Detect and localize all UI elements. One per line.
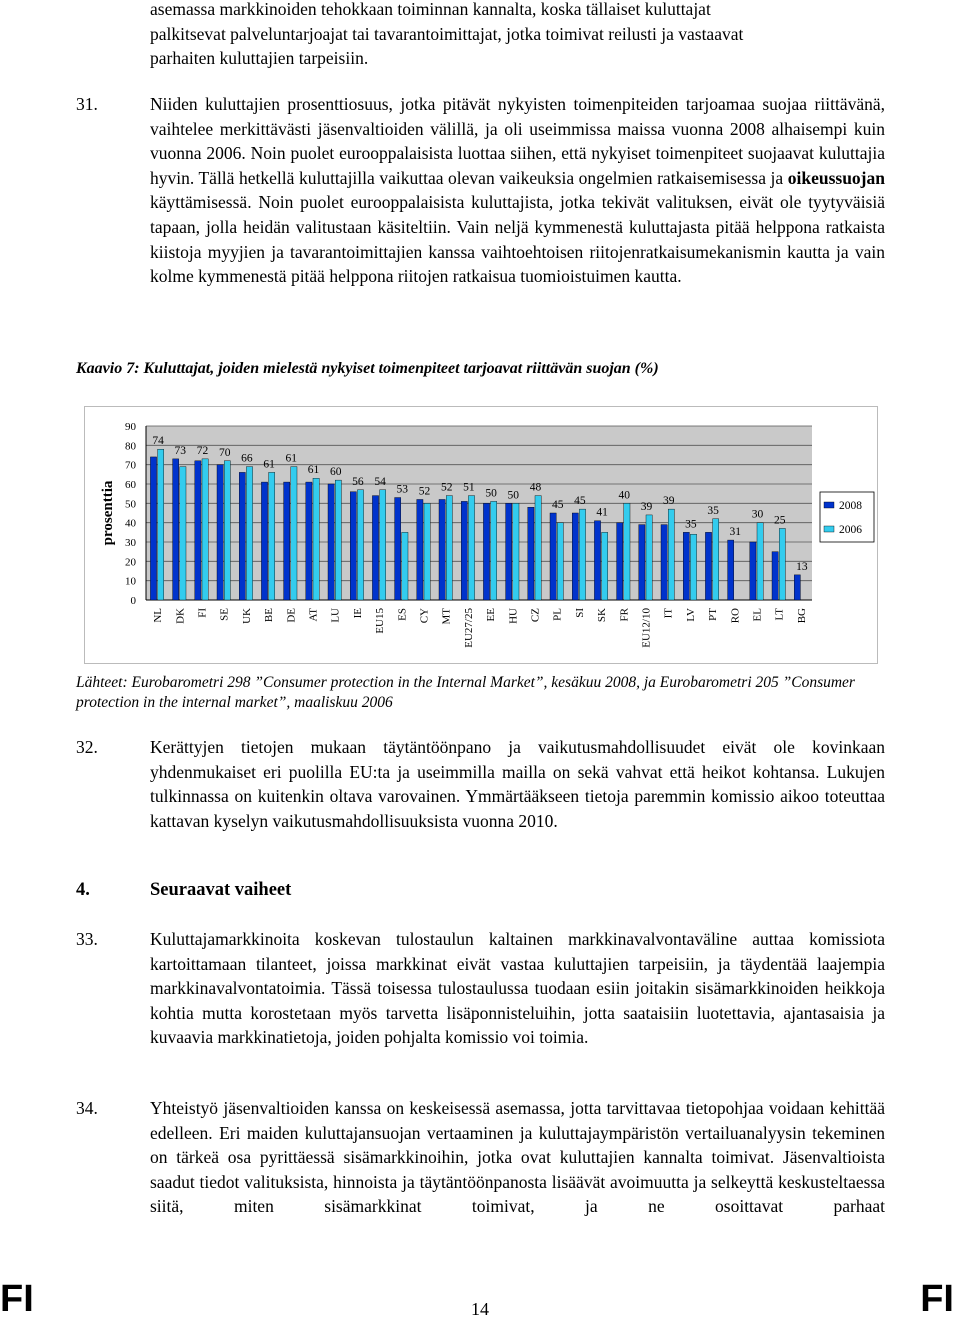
x-tick-label: SK: [596, 608, 609, 623]
bar-2008: [217, 465, 223, 600]
bar-2008: [594, 521, 600, 600]
data-label: 72: [196, 444, 209, 457]
bar-2008: [150, 457, 156, 600]
bar-2006: [357, 490, 363, 600]
bar-2008: [239, 472, 245, 600]
x-tick-label: UK: [240, 608, 253, 624]
x-tick-label: CY: [418, 608, 431, 624]
x-tick-label: CZ: [529, 608, 542, 623]
bar-2006: [424, 503, 430, 600]
y-tick-label: 20: [125, 556, 136, 569]
x-tick-label: EL: [751, 608, 764, 622]
bar-2008: [528, 507, 534, 600]
data-label: 54: [374, 475, 386, 488]
continued-paragraph: [150, 0, 888, 71]
bar-2008: [483, 503, 489, 600]
bar-2006: [158, 449, 164, 600]
paragraph-33: [76, 927, 885, 1050]
bar-2008: [195, 461, 201, 600]
data-label: 50: [485, 487, 497, 500]
data-label: 56: [352, 475, 364, 488]
x-tick-label: LU: [329, 608, 342, 623]
x-tick-label: LV: [684, 608, 697, 622]
data-label: 50: [507, 489, 520, 502]
bar-2006: [468, 496, 474, 600]
paragraph-32: [76, 735, 885, 833]
paragraph-31-text-a: Niiden kuluttajien prosenttiosuus, jotka pitävät nykyisten toimenpiteiden tarjoamaa suojaa riittävänä, vaihtelee merkittävästi jäsenvaltioiden välillä, ja oli useimmissa maissa vuonna 2008 alhaisempi kuin vuonna 2006. Noin puolet eurooppalaisista luottaa siihen, että nykyiset toimenpiteet suojaavat kuluttajia hyvin. Tällä hetkellä kuluttajilla vaikuttaa olevan vaikeuksia ongelmien ratkaisemisessa ja: [150, 94, 885, 188]
data-label: 60: [329, 466, 342, 479]
y-tick-label: 60: [125, 479, 136, 491]
legend-label-2006: 2006: [839, 524, 862, 536]
x-tick-label: MT: [440, 608, 453, 625]
legend-swatch-2006: [824, 526, 834, 532]
x-tick-label: DK: [174, 608, 187, 624]
bar-2008: [639, 525, 645, 600]
x-tick-label: NL: [152, 608, 165, 623]
footer-language-right: FI: [920, 1278, 954, 1320]
bar-2008: [173, 459, 179, 600]
bar-2006: [579, 509, 585, 600]
y-tick-label: 90: [125, 421, 136, 433]
x-tick-label: SI: [573, 608, 586, 618]
y-tick-label: 50: [125, 498, 136, 511]
x-tick-label: HU: [507, 608, 520, 624]
x-tick-label: EE: [485, 608, 498, 622]
data-label: 61: [263, 458, 275, 471]
bar-2008: [461, 501, 467, 600]
bar-2008: [705, 532, 711, 600]
y-tick-label: 10: [125, 575, 136, 588]
data-label: 66: [241, 452, 253, 465]
paragraph-number: 31.: [76, 94, 98, 114]
bar-2008: [350, 492, 356, 600]
bar-2006: [602, 532, 608, 600]
legend-swatch-2008: [824, 502, 834, 508]
x-tick-label: PT: [707, 608, 720, 621]
chart-source: Lähteet: Eurobarometri 298 ”Consumer protection in the Internal Market”, kesäkuu 2008, ja Eurobarometri 205 ”Consumer protection in the internal market”, maaliskuu 2006: [76, 674, 855, 711]
x-tick-label: LT: [773, 608, 786, 621]
legend-label-2008: 2008: [839, 500, 862, 512]
bar-2008: [661, 525, 667, 600]
y-tick-label: 30: [125, 537, 136, 549]
bar-2008: [550, 513, 556, 600]
x-tick-label: RO: [729, 608, 742, 624]
bar-2006: [779, 528, 785, 600]
data-label: 45: [551, 499, 564, 511]
bar-2006: [535, 496, 541, 600]
paragraph-34: [76, 1096, 885, 1219]
x-tick-label: EU27/25: [462, 608, 475, 648]
bar-2008: [417, 499, 423, 600]
data-label: 48: [529, 481, 542, 494]
continued-line-1: asemassa markkinoiden tehokkaan toiminnan kannalta, koska tällaiset kuluttajat: [150, 0, 711, 19]
data-label: 35: [707, 504, 719, 517]
bar-2008: [683, 532, 689, 600]
page-number: 14: [471, 1299, 489, 1319]
x-tick-label: IT: [662, 608, 675, 619]
x-tick-label: BG: [795, 608, 808, 624]
data-label: 74: [152, 435, 164, 448]
bar-2008: [328, 484, 334, 600]
y-tick-label: 0: [130, 595, 136, 607]
bar-2008: [772, 552, 778, 600]
data-label: 39: [640, 500, 653, 513]
footer-language-left: FI: [0, 1278, 34, 1320]
bar-2006: [202, 459, 208, 600]
bar-2006: [291, 467, 297, 600]
bar-2008: [284, 482, 290, 600]
bar-2006: [246, 467, 252, 600]
bar-2008: [395, 498, 401, 600]
data-label: 53: [396, 483, 409, 496]
x-tick-label: EU12/10: [640, 608, 653, 648]
x-tick-label: PL: [551, 608, 564, 621]
bar-2006: [757, 523, 763, 600]
data-label: 30: [751, 508, 764, 521]
paragraph-31-bold-term: oikeussuojan: [787, 167, 885, 188]
paragraph-32-text: Kerättyjen tietojen mukaan täytäntöönpano ja vaikutusmahdollisuudet eivät ole kovinkaan yhdenmukaiset eri puolilla EU:ta ja useimmilla mailla on sekä vahvat että heikot kohtansa. Lukujen tulkinnassa on kuitenkin oltava varovainen. Ymmärtääkseen tietoja paremmin komissio aikoo toteuttaa kattavan kyselyn vaikutusmahdollisuuksista vuonna 2010.: [150, 737, 885, 831]
bar-2008: [506, 503, 512, 600]
bar-2008: [306, 482, 312, 600]
bar-2008: [728, 540, 734, 600]
bar-2006: [269, 472, 275, 600]
bar-2006: [513, 503, 519, 600]
paragraph-34-text: Yhteistyö jäsenvaltioiden kanssa on keskeisessä asemassa, jotta tarvittavaa tietopohjaa voidaan kehittää edelleen. Eri maiden kuluttajansuojan vertaaminen ja kuluttajaympäristön vertailuanalyysin tekeminen on tärkeä osa pyrittäessä sisämarkkinoihin, jotka ovat kuluttajien kannalta toimivat. Jäsenvaltioista saadut tiedot valituksista, hinnoista ja täytäntöönpanosta lisäävät avoimuutta ja selkeyttä keskusteltaessa siitä, miten sisämarkkinat toimivat, ja ne osoittavat parhaat: [150, 1098, 885, 1217]
bar-2006: [690, 534, 696, 600]
data-label: 73: [174, 444, 187, 457]
data-label: 61: [285, 452, 298, 465]
data-label: 35: [685, 518, 697, 531]
x-tick-label: FI: [196, 608, 209, 618]
x-tick-label: DE: [285, 608, 298, 623]
x-tick-label: SE: [218, 608, 231, 621]
bar-2006: [624, 503, 630, 600]
x-tick-label: ES: [396, 608, 409, 621]
bar-2008: [794, 575, 800, 600]
paragraph-number: 32.: [76, 737, 98, 757]
data-label: 39: [662, 495, 675, 508]
x-tick-label: AT: [307, 608, 320, 622]
continued-line-2: palkitsevat palveluntarjoajat tai tavarantoimittajat, jotka toimivat reilusti ja vastaavat: [150, 23, 744, 44]
data-label: 31: [729, 526, 742, 539]
bar-2006: [180, 467, 186, 600]
data-label: 70: [218, 446, 231, 459]
data-label: 61: [307, 464, 320, 477]
data-label: 40: [618, 489, 631, 502]
bar-2006: [446, 496, 452, 600]
y-axis-label: prosenttia: [100, 480, 116, 546]
x-tick-label: EU15: [374, 608, 387, 634]
data-label: 52: [418, 485, 431, 498]
y-tick-label: 70: [125, 459, 136, 472]
y-tick-label: 40: [125, 517, 136, 530]
paragraph-31-text-b: käyttämisessä. Noin puolet eurooppalaisista kuluttajista, jotka tekivät valituksen, eivät ole tyytyväisiä tapaan, jolla heidän valitustaan käsiteltiin. Vain neljä kymmenestä kuluttajasta pitää helppona ratkaista kiistoja myyjien ja tavarantoimittajien kanssa vaihtoehtoisen riitojenratkaisumekanismin kautta ja vain kolme kymmenestä pitää helppona riitojen ratkaisua tuomioistuimen kautta.: [150, 192, 885, 287]
bar-2008: [372, 496, 378, 600]
data-label: 52: [440, 481, 453, 494]
paragraph-31: [76, 92, 885, 289]
bar-2006: [402, 532, 408, 600]
section-heading: [76, 880, 292, 901]
bar-2008: [261, 482, 267, 600]
bar-chart: [84, 406, 878, 664]
bar-2006: [713, 519, 719, 600]
bar-2006: [646, 515, 652, 600]
y-tick-label: 80: [125, 440, 136, 453]
bar-2008: [750, 542, 756, 600]
bar-2008: [572, 513, 578, 600]
paragraph-number: 34.: [76, 1098, 98, 1118]
data-label: 41: [596, 506, 608, 519]
x-tick-label: IE: [351, 608, 364, 619]
data-label: 25: [773, 514, 786, 527]
continued-line-3: parhaiten kuluttajien tarpeisiin.: [150, 48, 369, 69]
bar-2006: [491, 501, 497, 600]
bar-2006: [313, 478, 319, 600]
chart-caption: Kaavio 7: Kuluttajat, joiden mielestä nykyiset toimenpiteet tarjoavat riittävän suojan (%): [76, 360, 659, 377]
data-label: 51: [463, 481, 475, 494]
bar-2006: [380, 490, 386, 600]
bar-2006: [335, 480, 341, 600]
bar-2006: [557, 523, 563, 600]
data-label: 13: [796, 560, 808, 573]
bar-2006: [224, 461, 230, 600]
paragraph-33-text: Kuluttajamarkkinoita koskevan tulostaulun kaltainen markkinavalvontaväline auttaa komissiota kartoittamaan tilanteet, joissa markkinat eivät vastaa kuluttajien tarpeisiin, ja täydentää laajempia markkinavalvontatoimia. Tässä toisessa tulostaulussa tuodaan esiin joitakin sisämarkkinoiden heikkoja kohtia mutta korostetaan myös tarvetta lisäponnisteluihin, jotta saataisiin luotettavia, ajantasaisia ja kuvaavia markkinatietoja, joiden pohjalta komissio voi toimia.: [150, 929, 885, 1048]
bar-2008: [439, 499, 445, 600]
x-tick-label: FR: [618, 608, 631, 622]
data-label: 45: [574, 495, 586, 508]
x-tick-label: BE: [263, 608, 276, 623]
paragraph-number: 33.: [76, 929, 98, 949]
bar-2008: [617, 523, 623, 600]
section-number: 4.: [76, 880, 90, 900]
bar-2006: [668, 509, 674, 600]
section-title: Seuraavat vaiheet: [150, 880, 292, 900]
